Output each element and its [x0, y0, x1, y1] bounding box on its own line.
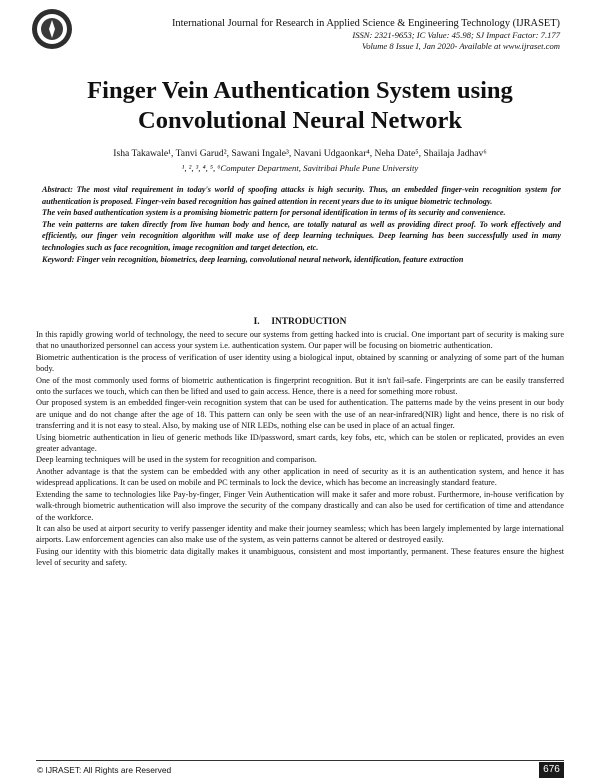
- affiliation: ¹, ², ³, ⁴, ⁵, ⁶Computer Department, Savitribai Phule Pune University: [181, 163, 419, 173]
- journal-logo-icon: [31, 8, 73, 50]
- journal-name: International Journal for Research in Applied Science & Engineering Technology (IJRASET): [171, 18, 560, 29]
- volume-line: Volume 8 Issue I, Jan 2020- Available at www.ijraset.com: [361, 41, 560, 51]
- footer-rule: [36, 760, 564, 761]
- page-number: 676: [539, 762, 564, 778]
- issn-line: ISSN: 2321-9653; IC Value: 45.98; SJ Impact Factor: 7.177: [352, 30, 560, 40]
- copyright-footer: © IJRASET: All Rights are Reserved: [37, 765, 172, 775]
- section-heading: [0, 317, 600, 327]
- body-paragraph: Extending the same to technologies like Pay-by-finger, Finger Vein Authentication will make it safer and more robust. Furthermore, in-house verification by walk-through biometric authentication will also improve the security of the company drastically and can also be used for certification of time and attendance of the workforce.: [36, 489, 564, 522]
- keywords: Keyword: Finger vein recognition, biometrics, deep learning, convolutional neural network, identification, feature extraction: [42, 254, 464, 264]
- abstract-paragraph-3: The vein patterns are taken directly from live human body and hence, are totally natural as well as providing direct proof. To work effectively and efficiently, our finger vein recognition algorithm will make use of deep learning techniques. Deep learning has been successfully used in many technologies such as face recognition, image recognition and target detection, etc.: [42, 219, 561, 252]
- introduction-body: [36, 329, 564, 569]
- body-paragraph: It can also be used at airport security to verify passenger identity and make their journey seamless; which has been largely implemented by large international airports. Law enforcement agencies can also make use of the system, as vein patterns cannot be altered or destroyed easily.: [36, 523, 564, 545]
- section-title: I. INTRODUCTION: [253, 317, 347, 327]
- body-paragraph: Deep learning techniques will be used in the system for recognition and comparison.: [36, 455, 317, 465]
- body-paragraph: Our proposed system is an embedded finger-vein recognition system that can be used for authentication. The patterns made by the veins present in our body are unique and do not change after the age of 18. This pattern can only be seen with the use of an near-infrared(NIR) light and hence, there is no risk of transferring and it is not easy to steal. Also, by making use of NIR LEDs, nothing else can be used in place of an actual finger.: [36, 398, 564, 431]
- author-list: Isha Takawale¹, Tanvi Garud², Sawani Ingale³, Navani Udgaonkar⁴, Neha Date⁵, Shailaja Jadhav⁶: [113, 148, 487, 159]
- body-paragraph: Another advantage is that the system can be embedded with any other application in need of security as it is an authentication system, and hence it has widespread applications. It can be used on mobile and PC terminals to lock the device, which has become an increasingly standard feature.: [36, 466, 564, 488]
- body-paragraph: Using biometric authentication in lieu of generic methods like ID/password, smart cards, key fobs, etc, which can be stolen or replicated, provides an even greater advantage.: [36, 432, 564, 454]
- title-line-1: Finger Vein Authentication System using: [87, 77, 513, 104]
- body-paragraph: Biometric authentication is the process of verification of user identity using a biological input, obtained by scanning or analyzing of some part of the human body.: [36, 352, 564, 374]
- body-paragraph: Fusing our identity with this biometric data digitally makes it unambiguous, consistent and most importantly, permanent. These features ensure the highest level of security and safety.: [36, 546, 564, 568]
- title-line-2: Convolutional Neural Network: [138, 107, 462, 134]
- journal-header: [172, 17, 560, 52]
- abstract: [42, 184, 561, 265]
- body-paragraph: In this rapidly growing world of technology, the need to secure our systems from getting hacked into is crucial. One important part of security is making sure that no unauthorized personnel can access your system i.e. authentication system. Our paper will be focusing on biometric authentication.: [36, 330, 564, 351]
- abstract-paragraph-2: The vein based authentication system is a promising biometric pattern for personal identification in terms of its security and convenience.: [42, 208, 506, 218]
- body-paragraph: One of the most commonly used forms of biometric authentication is fingerprint recognition. But it isn't fail-safe. Fingerprints are can be easily transferred onto the surfaces we touch, which can then be lifted and used to gain access. Hence, there is a need for something more robust.: [36, 375, 564, 397]
- abstract-paragraph-1: Abstract: The most vital requirement in today's world of spoofing attacks is high security. Thus, an embedded finger-vein recognition system for authentication is proposed. Finger-vein based recognition has gained attention in recent years due to its unique biometric technology.: [42, 185, 561, 206]
- paper-title: [0, 76, 600, 136]
